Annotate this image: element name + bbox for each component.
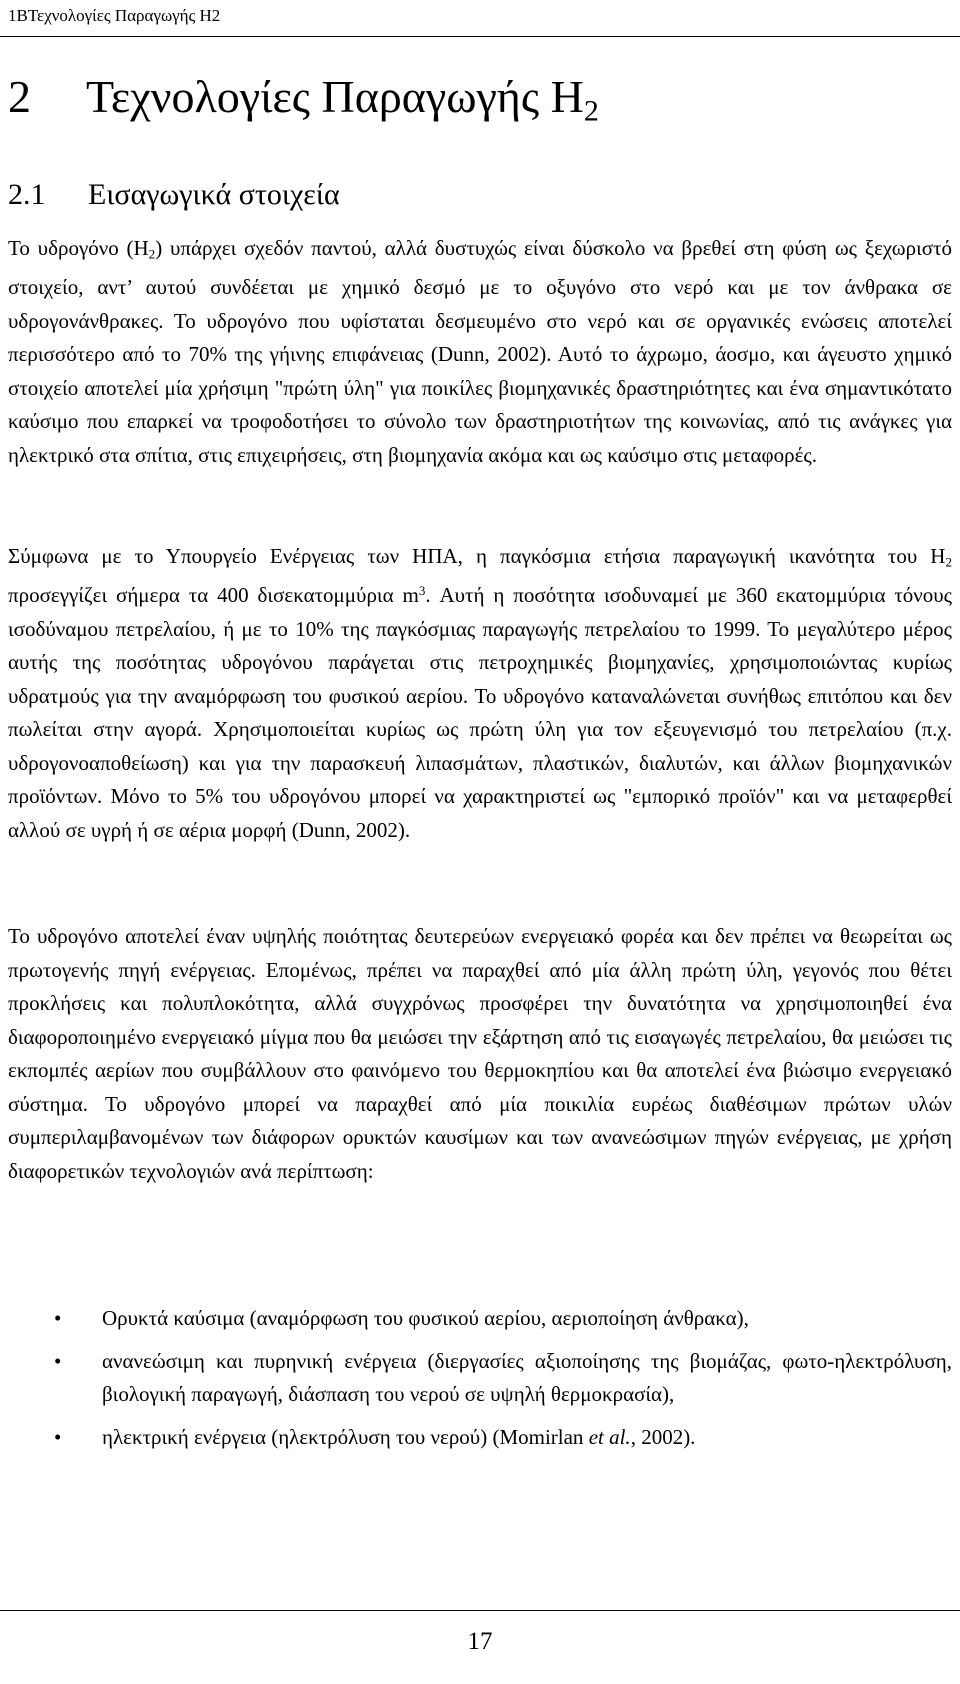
chapter-heading — [8, 70, 599, 128]
list-item-text: ανανεώσιμη και πυρηνική ενέργεια (διεργασίες αξιοποίησης της βιομάζας, φωτο-ηλεκτρόλυση, βιολογική παραγωγή, διάσπαση του νερού σε υψηλή θερμοκρασία), — [102, 1349, 952, 1406]
running-header: 1ΒΤεχνολογίες Παραγωγής Η2 — [8, 6, 221, 25]
header-rule — [0, 36, 960, 37]
list-item-text: Ορυκτά καύσιμα (αναμόρφωση του φυσικού αερίου, αεριοποίηση άνθρακα), — [102, 1306, 749, 1330]
list-item-text-b: , 2002). — [630, 1425, 696, 1449]
paragraph-intro — [8, 232, 952, 472]
paragraph-intro-b: ) υπάρχει σχεδόν παντού, αλλά δυστυχώς είναι δύσκολο να βρεθεί στη φύση ως ξεχωριστό στοιχείο, αντ’ αυτού συνδέεται με χημικό δεσμό με το οξυγόνο στο νερό και με τον άνθρακα σε υδρογονάνθρακες. Το υδρογόνο που υφίσταται δεσμευμένο στο νερό και σε οργανικές ενώσεις αποτελεί περισσότερο από το 70% της γήινης επιφάνειας (Dunn, 2002). Αυτό το άχρωμο, άοσμο, και άγευστο χημικό στοιχείο αποτελεί μία χρήσιμη "πρώτη ύλη" για ποικίλες βιομηχανικές δραστηριότητες και ένα σημαντικότατο καύσιμο που επαρκεί να τροφοδοτήσει το σύνολο των δραστηριοτήτων της κοινωνίας, από τις ανάγκες για ηλεκτρικό στα σπίτια, στις επιχειρήσεις, στη βιομηχανία ακόμα και ως καύσιμο στις μεταφορές. — [8, 236, 953, 467]
chapter-number: 2 — [8, 71, 31, 122]
paragraph-intro-a: Το υδρογόνο (Η — [8, 236, 149, 260]
bullet-icon: • — [54, 1425, 62, 1449]
cubic-superscript: 3 — [418, 582, 426, 598]
list-item-italic: et al. — [588, 1425, 631, 1449]
paragraph-production-a: Σύμφωνα με το Υπουργείο Ενέργειας των ΗΠΑ, η παγκόσμια ετήσια παραγωγική ικανότητα του Η — [8, 544, 946, 568]
section-title: Εισαγωγικά στοιχεία — [88, 178, 340, 211]
paragraph-energy-carrier: Το υδρογόνο αποτελεί έναν υψηλής ποιότητας δευτερεύων ενεργειακό φορέα και δεν πρέπει να θεωρείται ως πρωτογενής πηγή ενέργειας. Επομένως, πρέπει να παραχθεί από μία άλλη πρώτη ύλη, γεγονός που θέτει προκλήσεις και πολυπλοκότητα, αλλά συγχρόνως προσφέρει την δυνατότητα να χρησιμοποιηθεί ένα διαφοροποιημένο ενεργειακό μίγμα που θα μειώσει την εξάρτηση από τις εισαγωγές πετρελαίου, θα μειώσει τις εκπομπές αερίων που συμβάλλουν στο φαινόμενο του θερμοκηπίου και θα αποτελεί ένα βιώσιμο ενεργειακό σύστημα. Το υδρογόνο μπορεί να παραχθεί από μία ποικιλία ευρέως διαθέσιμων πρώτων υλών συμπεριλαμβανομένων των διάφορων ορυκτών καυσίμων και των ανανεώσιμων πηγών ενέργειας, με χρήση διαφορετικών τεχνολογιών ανά περίπτωση: — [8, 924, 952, 1183]
footer-rule — [0, 1610, 960, 1611]
page-number: 17 — [467, 1628, 493, 1655]
chapter-title-subscript: 2 — [583, 94, 599, 128]
list-item — [8, 1302, 952, 1335]
list-item — [8, 1345, 952, 1411]
h2-subscript: 2 — [148, 246, 156, 262]
section-number: 2.1 — [8, 178, 46, 211]
bullet-icon: • — [54, 1306, 62, 1330]
bullet-icon: • — [54, 1349, 62, 1373]
list-item — [8, 1421, 952, 1454]
chapter-title: Τεχνολογίες Παραγωγής Η — [86, 71, 584, 122]
h2-subscript: 2 — [945, 554, 952, 570]
paragraph-production-b: προσεγγίζει σήμερα τα 400 δισεκατομμύρια m — [8, 583, 419, 608]
section-heading — [8, 178, 340, 212]
list-item-text-a: ηλεκτρική ενέργεια (ηλεκτρόλυση του νερού) (Momirlan — [102, 1425, 589, 1449]
technology-list — [8, 1302, 952, 1464]
paragraph-production-c: . Αυτή η ποσότητα ισοδυναμεί με 360 εκατομμύρια τόνους ισοδύναμου πετρελαίου, ή με το 10% της παγκόσμιας παραγωγής πετρελαίου το 1999. Το μεγαλύτερο μέρος αυτής της ποσότητας υδρογόνου παράγεται στις πετροχημικές βιομηχανίες, χρησιμοποιώντας κυρίως υδρατμούς για την αναμόρφωση του φυσικού αερίου. Το υδρογόνο καταναλώνεται συνήθως επιτόπου και δεν πωλείται στην αγορά. Χρησιμοποιείται κυρίως ως πρώτη ύλη για τον εξευγενισμό του πετρελαίου (π.χ. υδρογονοαποθείωση) και για την παρασκευή λιπασμάτων, πλαστικών, διαλυτών, και άλλων βιομηχανικών προϊόντων. Μόνο το 5% του υδρογόνου μπορεί να χαρακτηριστεί ως "εμπορικό προϊόν" και να μεταφερθεί αλλού σε υγρή ή σε αέρια μορφή (Dunn, 2002). — [8, 583, 952, 842]
paragraph-production — [8, 540, 952, 847]
